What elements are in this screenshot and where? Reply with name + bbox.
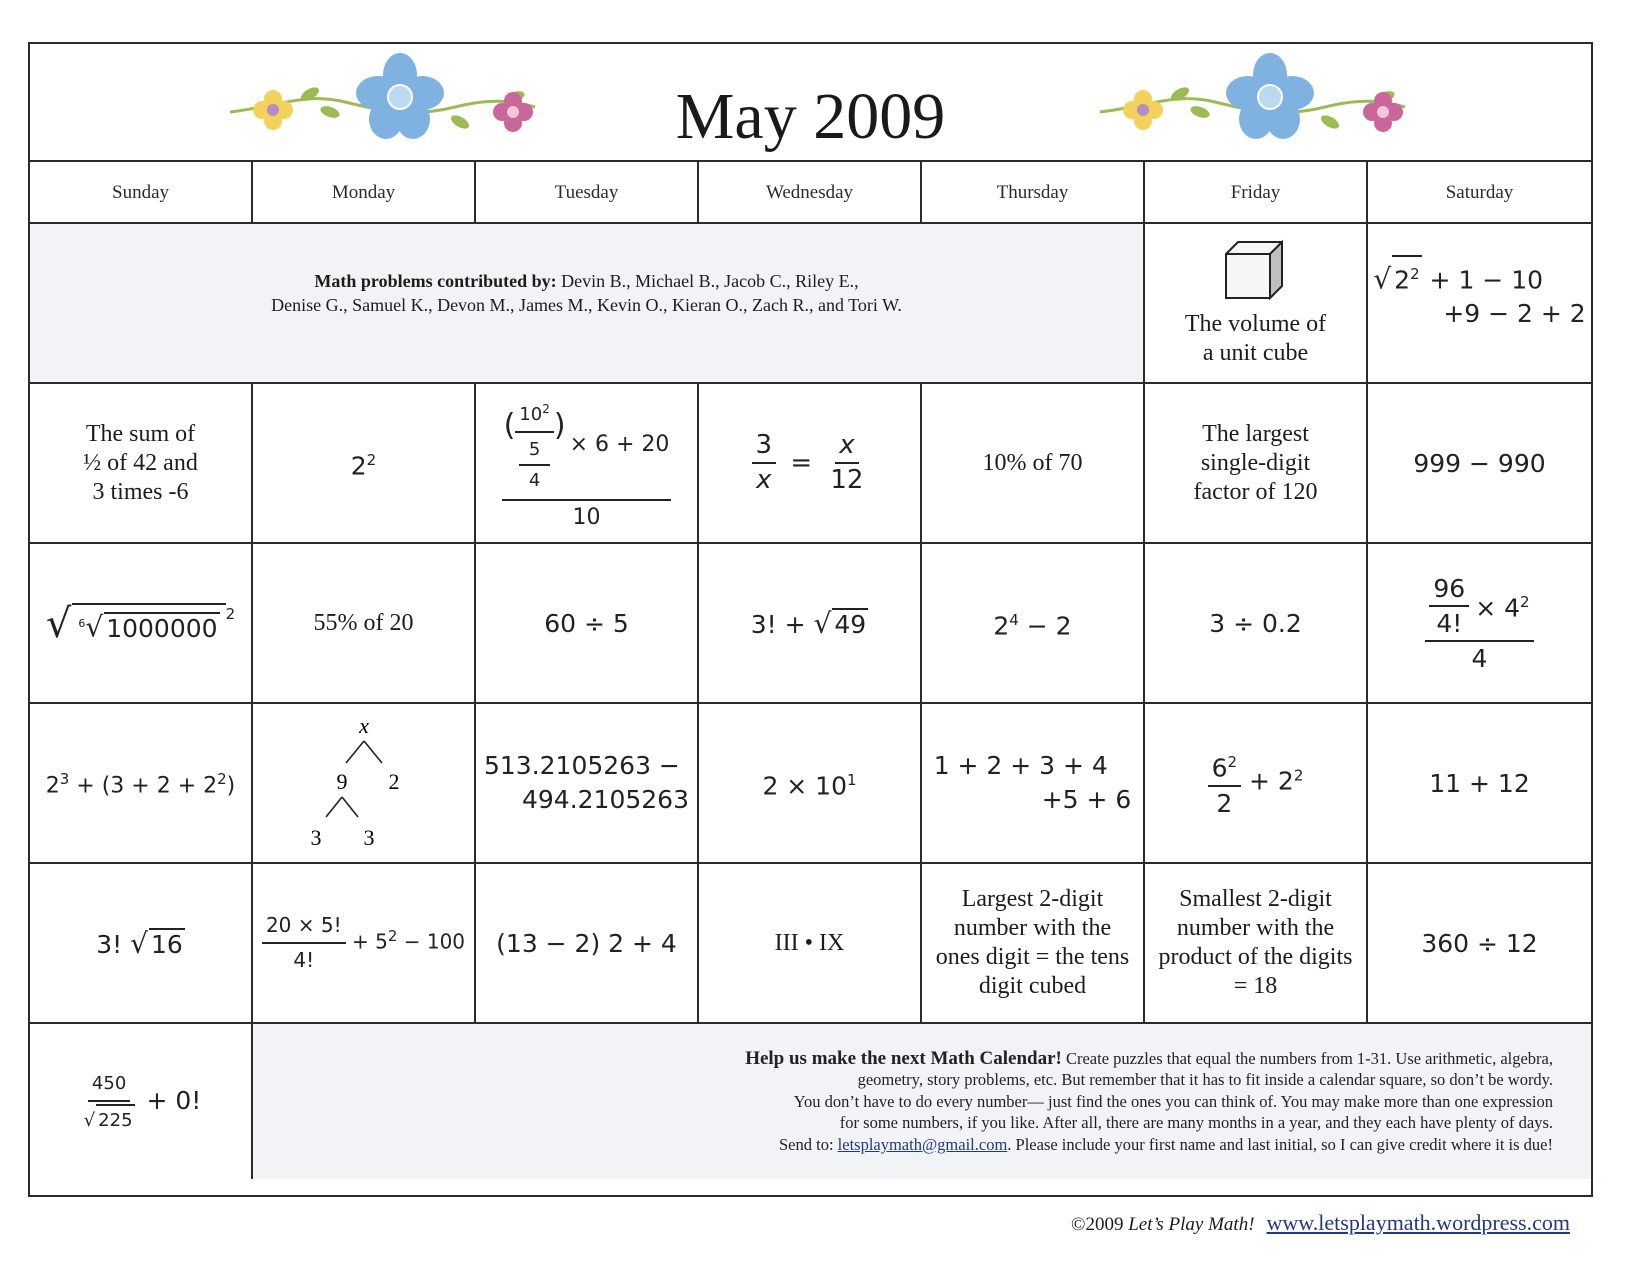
day-cell-20 bbox=[699, 704, 922, 864]
help-line-4: for some numbers, if you like. After all, there are many months in a year, and they each have plenty of days. bbox=[839, 1113, 1553, 1133]
factor-tree-bottom-right: 3 bbox=[363, 825, 374, 850]
cell-8-line-2: single-digit bbox=[1200, 449, 1311, 476]
day-cell-18 bbox=[253, 704, 476, 864]
day-cell-7: 10% of 70 bbox=[922, 384, 1145, 544]
contributors-text bbox=[251, 269, 922, 317]
cell-25-expression: $\frac{20 \times 5!}{4!}$ + $5^2 - 100$ bbox=[262, 911, 465, 975]
calendar-frame bbox=[28, 42, 1593, 1197]
cell-19-line-2: 494.2105263 bbox=[521, 785, 689, 814]
cell-8-line-3: factor of 120 bbox=[1193, 478, 1318, 505]
cell-24-expression: 3! √ 16 bbox=[96, 926, 183, 960]
day-cell-16 bbox=[1368, 544, 1591, 704]
day-header-monday: Monday bbox=[253, 162, 476, 224]
cell-5-expression: ( $\frac{10^2}{5}$ ) 4 × 6 + 20 10 bbox=[502, 395, 672, 532]
calendar-grid bbox=[30, 162, 1591, 1179]
cell-19-line-1: 513.2105263 − bbox=[483, 751, 680, 780]
cell-29-line-1: Smallest 2-digit bbox=[1179, 886, 1332, 912]
day-header-saturday: Saturday bbox=[1368, 162, 1591, 224]
cell-8-line-1: The largest bbox=[1202, 420, 1309, 447]
unit-cube-icon bbox=[1222, 238, 1288, 304]
help-box bbox=[253, 1024, 1591, 1179]
cell-1-text-line-2: a unit cube bbox=[1202, 340, 1309, 366]
day-cell-11: 55% of 20 bbox=[253, 544, 476, 704]
day-header-tuesday: Tuesday bbox=[476, 162, 699, 224]
footer-brand: Let’s Play Math! bbox=[1128, 1214, 1255, 1235]
cell-10-expression: √ $^6$√ 1000000 $^2$ bbox=[45, 600, 236, 647]
cell-17-expression: $2^3 + (3 + 2 + 2^2)$ bbox=[45, 770, 236, 799]
calendar-header bbox=[30, 44, 1591, 162]
footer-url-link[interactable]: www.letsplaymath.wordpress.com bbox=[1266, 1210, 1570, 1235]
cell-3-line-3: 3 times -6 bbox=[92, 478, 189, 505]
day-cell-6 bbox=[699, 384, 922, 544]
contributors-line-2: Denise G., Samuel K., Devon M., James M., Kevin O., Kieran O., Zach R., and Tori W. bbox=[271, 295, 902, 315]
cell-13-expression: 3! + √ 49 bbox=[750, 606, 867, 640]
day-cell-19 bbox=[476, 704, 699, 864]
calendar-title: May 2009 bbox=[675, 80, 946, 153]
help-heading: Help us make the next Math Calendar! bbox=[745, 1047, 1062, 1069]
cell-31-expression: $\frac{450}{√ 225}$ + 0! bbox=[80, 1069, 202, 1135]
day-cell-8 bbox=[1145, 384, 1368, 544]
day-cell-12: 60 ÷ 5 bbox=[476, 544, 699, 704]
day-cell-26: (13 − 2) 2 + 4 bbox=[476, 864, 699, 1024]
help-send-label: Send to: bbox=[778, 1134, 838, 1154]
day-cell-1 bbox=[1145, 224, 1368, 384]
day-cell-25 bbox=[253, 864, 476, 1024]
day-header-friday: Friday bbox=[1145, 162, 1368, 224]
day-cell-24 bbox=[30, 864, 253, 1024]
cell-28-line-3: ones digit = the tens bbox=[935, 944, 1130, 970]
day-cell-31 bbox=[30, 1024, 253, 1179]
day-cell-22 bbox=[1145, 704, 1368, 864]
day-cell-30: 360 ÷ 12 bbox=[1368, 864, 1591, 1024]
cell-29-line-2: number with the bbox=[1176, 915, 1335, 941]
cell-22-expression: $\frac{6^2}{2}$ + $2^2$ bbox=[1208, 748, 1304, 817]
cell-3-line-2: ½ of 42 and bbox=[83, 449, 198, 476]
day-cell-15: 3 ÷ 0.2 bbox=[1145, 544, 1368, 704]
day-cell-5 bbox=[476, 384, 699, 544]
help-line-5: . Please include your first name and last initial, so I can give credit where it is due! bbox=[1007, 1134, 1553, 1154]
help-line-3: You don’t have to do every number— just find the ones you can think of. You may make more than one expression bbox=[793, 1091, 1553, 1111]
day-cell-10 bbox=[30, 544, 253, 704]
cell-21-line-2: +5 + 6 bbox=[1041, 785, 1132, 814]
day-cell-2 bbox=[1368, 224, 1591, 384]
factor-tree-diagram bbox=[294, 713, 434, 853]
contributors-box bbox=[30, 224, 1145, 384]
cell-28-line-1: Largest 2-digit bbox=[961, 886, 1104, 912]
contributors-label: Math problems contributed by: bbox=[314, 271, 557, 291]
cell-4-expression: $2^2$ bbox=[350, 450, 377, 481]
footer-copyright: ©2009 bbox=[1071, 1214, 1124, 1235]
day-cell-28 bbox=[922, 864, 1145, 1024]
cell-28-line-4: digit cubed bbox=[978, 973, 1087, 999]
day-header-sunday: Sunday bbox=[30, 162, 253, 224]
day-cell-4 bbox=[253, 384, 476, 544]
day-cell-9: 999 − 990 bbox=[1368, 384, 1591, 544]
day-cell-27: III • IX bbox=[699, 864, 922, 1024]
cell-29-line-3: product of the digits bbox=[1158, 944, 1353, 970]
cell-14-expression: $2^4 - 2$ bbox=[993, 610, 1072, 641]
day-cell-29 bbox=[1145, 864, 1368, 1024]
email-link[interactable]: letsplaymath@gmail.com bbox=[837, 1134, 1008, 1154]
day-cell-17 bbox=[30, 704, 253, 864]
day-cell-23: 11 + 12 bbox=[1368, 704, 1591, 864]
cell-21-line-1: 1 + 2 + 3 + 4 bbox=[933, 751, 1108, 780]
factor-tree-left: 9 bbox=[336, 769, 347, 794]
factor-tree-top: x bbox=[358, 713, 369, 738]
day-cell-21 bbox=[922, 704, 1145, 864]
factor-tree-right: 2 bbox=[388, 769, 399, 794]
factor-tree-bottom-left: 3 bbox=[310, 825, 321, 850]
cell-6-expression: $\frac{3}{x}$ = $\frac{x}{12}$ bbox=[752, 431, 868, 495]
cell-16-expression: $\frac{96}{4!}$ × $4^2$ 4 bbox=[1425, 574, 1533, 673]
cell-28-line-2: number with the bbox=[953, 915, 1112, 941]
flower-decoration-right-icon bbox=[1085, 52, 1415, 147]
cell-2-expression: √ $2^2 + 1 - 10$ +9 − 2 + 2 bbox=[1373, 255, 1585, 331]
day-cell-14 bbox=[922, 544, 1145, 704]
help-line-2: geometry, story problems, etc. But remember that it has to fit inside a calendar square, so don’t be wordy. bbox=[857, 1070, 1553, 1090]
day-cell-13 bbox=[699, 544, 922, 704]
day-cell-3 bbox=[30, 384, 253, 544]
help-line-1: Create puzzles that equal the numbers from 1-31. Use arithmetic, algebra, bbox=[1061, 1048, 1553, 1068]
cell-1-text-line-1: The volume of bbox=[1184, 311, 1327, 337]
contributors-line-1: Devin B., Michael B., Jacob C., Riley E., bbox=[561, 271, 859, 291]
cell-29-line-4: = 18 bbox=[1233, 973, 1278, 999]
cell-3-line-1: The sum of bbox=[85, 420, 196, 447]
day-header-wednesday: Wednesday bbox=[699, 162, 922, 224]
footer bbox=[1071, 1210, 1570, 1236]
day-header-thursday: Thursday bbox=[922, 162, 1145, 224]
cell-20-expression: $2 \times 10^1$ bbox=[762, 770, 857, 801]
